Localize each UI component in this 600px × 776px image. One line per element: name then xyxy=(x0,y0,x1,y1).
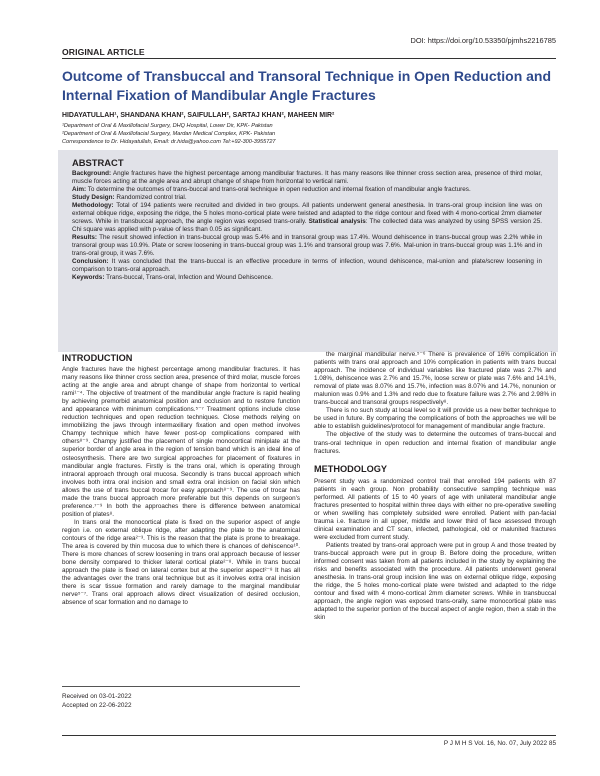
journal-footer: P J M H S Vol. 16, No. 07, July 2022 85 xyxy=(443,740,556,747)
dates-divider xyxy=(62,686,300,687)
right-column xyxy=(314,351,556,622)
method-paragraph-1: Present study was a randomized control trail that enrolled 194 patients with 87 patients in each group. Non probability consecutive sampling technique was performed. All patients of 15 to 40 years of age with unilateral mandibular angle fractures presented to hospital within three days with either no pre-operative swelling or when swelling has completely subsided were enrolled. Patient with pan-facial trauma i.e. fracture in all upper, middle and lower third of face assessed through clinical examination and CT scan, infected, pathological, old or malunited fractures were excluded from current study. xyxy=(314,477,556,541)
abstract-aim: Aim: To determine the outcomes of trans-buccal and trans-oral technique in open reduction and internal fixation of mandibular angle fractures. xyxy=(72,186,471,193)
abstract-conclusion: Conclusion: It was concluded that the trans-buccal is an effective procedure in terms of infection, wound dehiscence, mal-union and plate/screw loosening in comparison to trans-oral approach. xyxy=(72,258,542,273)
abstract-results: Results: The result showed infection in trans-buccal group was 5.4% and in transoral group was 17.4%. Wound dehiscence in trans-buccal group was 2.2% while in transoral group was 10.9%. Plate or screw loosening in trans-buccal group was 1.1% and transoral group was 7.6%. Mal-union in trans-buccal group was 1.1% and in trans-oral group, it was 7.6%. xyxy=(72,234,542,257)
accepted-date: Accepted on 22-06-2022 xyxy=(62,702,132,709)
intro-paragraph-2: In trans oral the monocortical plate is fixed on the superior aspect of angle region i.e. on external oblique ridge, after adapting the plate to the anatomical contours of the ridge area²⁻³. This is the reason that the plate is prone to breakage. The area is covered by thin mucosa due to which there is chances of dehiscence¹⁰. There is more chances of screw loosening in trans oral approach because of lesser bone density compared to thicker lateral cortical plate²⁻⁸. While in trans buccal approach the plate is fixed on lateral cortex but at the superior aspect²⁻⁸ It has all the advantages over the trans oral technique but as it involves extra oral incision there is scar tissue formation and rarely damage to the marginal mandibular nerve⁵⁻⁷. Trans oral approach allows direct visualization of desired occlusion, absence of scar formation and no damage to xyxy=(62,518,300,607)
correspondence: Correspondence to Dr. Hidayatullah, Email: dr.hida@yahoo.com Tel:+92-300-3955727 xyxy=(62,139,276,146)
article-type: ORIGINAL ARTICLE xyxy=(62,47,145,57)
intro-paragraph-5: The objective of the study was to determine the outcomes of trans-buccal and trans-oral technique in open reduction and internal fixation of mandibular angle fractures. xyxy=(314,431,556,455)
introduction-heading: INTRODUCTION xyxy=(62,353,133,363)
footer-divider xyxy=(62,735,556,736)
intro-paragraph-4: There is no such study at local level so it will provide us a new better technique to be used in future. By comparing the complications of both the approaches we will be able to establish guidelines/protocol for management of mandibular angle fracture. xyxy=(314,407,556,431)
author-list: HIDAYATULLAH¹, SHANDANA KHAN², SAIFULLAH², SARTAJ KHAN², MAHEEN MIR² xyxy=(62,112,335,119)
abstract-body xyxy=(72,170,542,282)
abstract-background: Background: Angle fractures have the highest percentage among mandibular fractures. It has many reasons like thinner cross section area, presence of third molar, muscle forces acting at the angle area and abrupt change of shape from horizontal to vertical rami. xyxy=(72,170,542,185)
method-paragraph-2: Patients treated by trans-oral approach were put in group A and those treated by trans-buccal approach were put in group B. Before doing the procedure, written informed consent was taken from all patients included in the study by explaining the risks and benefits associated with the procedure. All patients underwent general anesthesia. In trans-oral group incision line was on external oblique ridge, exposing the ridge, the 5 holes mono-cortical plate were twisted and adapted to the ridge contour and fixed with 4 mono-cortical 2mm diameter screws. While in transbuccal approach, the angle region was exposed trans-orally, same monocortical plate was adapted to the superior portion of the buccal aspect of angle region, then a stab in the skin xyxy=(314,541,556,622)
abstract-design: Study Design: Randomized control trial. xyxy=(72,194,187,201)
received-date: Received on 03-01-2022 xyxy=(62,693,132,700)
affiliations xyxy=(62,122,276,147)
intro-paragraph-1: Angle fractures have the highest percentage among mandibular fractures. It has many reasons like thinner cross section area, presence of third molar, muscle forces acting at the angle area and abrupt change of shape from horizontal to vertical rami¹⁻⁴. The objective of treatment of the mandibular angle fracture is rapid healing by achieving premorbid anatomical position and occlusion and to restore function and appearance with minimum complications.⁵⁻⁷ Treatment options include close reduction techniques and open reduction techniques. Close methods relying on immobilizing the jaws through intermaxillary fixation and open method involves Champy technique which have fewer post-op complications compared with others⁸⁻⁹. Champy justified the placement of single monocortical miniplate at the superior border of angle area in the region of tension band which is an ideal line of osteosynthesis. There are two surgical approaches for placement of fixatures in mandibular angle fractures. Firstly is the trans oral, which is operating through intraoral approach through oral mucosa. Secondly is trans buccal approach which involves both intra oral incision and small extra oral incision on facial skin which allows the use of trans buccal trocar for easy approach⁸⁻⁹. The use of trocar has made the trans buccal approach more preferable but this depends on surgeon's preference.⁷⁻⁹ In both the approaches there is difference between anatomical position of plates⁸. xyxy=(62,366,300,518)
methodology-heading: METHODOLOGY xyxy=(314,463,387,474)
left-column xyxy=(62,351,300,607)
intro-paragraph-3: the marginal mandibular nerve.⁵⁻⁶ There is prevalence of 16% complication in patients with trans oral approach and 10% complication in patients with trans buccal approach. The incidence of individual variables like fractured plate was 2.7% and 1.08%, dehiscence was 2.7% and 15.7%, loose screw or plate was 7.6% and 14.1%, removal of plate was 8.07% and 15.7%, infection was 8.07% and 14.7%, nonunion or malunion was 0.9% and 1.3% and redo due to fixature failure was 2.7% and 2.98% in trans-buccal and transoral groups respectively⁸. xyxy=(314,351,556,407)
affiliation-1: ¹Department of Oral & Maxillofacial Surgery, DHQ Hospital, Lower Dir, KPK- Pakistan xyxy=(62,123,273,129)
abstract-keywords: Keywords: Trans-buccal, Trans-oral, Infection and Wound Dehiscence. xyxy=(72,274,273,281)
abstract-methodology: Methodology: Total of 194 patients were recruited and divided in two groups. All patients underwent general anesthesia. In trans-oral group incision line was on external oblique ridge, exposing the ridge, the 5 holes mono-cortical plate were twisted and adapted to the ridge contour and fixed with 4 mono-cortical 2mm diameter screws. While in transbuccal approach, the angle region was exposed trans-orally. Statistical analysis: The collected data was analyzed by using SPSS version 25. Chi square was applied with p-value of less than 0.05 as significant. xyxy=(72,202,542,233)
received-dates xyxy=(62,692,131,710)
header-divider xyxy=(62,58,556,59)
article-title: Outcome of Transbuccal and Transoral Technique in Open Reduction and Internal Fixation of Mandibular Angle Fractures xyxy=(62,68,552,103)
doi-link[interactable]: DOI: https://doi.org/10.53350/pjmhs2216785 xyxy=(410,36,556,45)
abstract-heading: ABSTRACT xyxy=(72,157,124,168)
affiliation-2: ²Department of Oral & Maxillofacial Surgery, Mardan Medical Complex, KPK- Pakistan xyxy=(62,131,276,138)
